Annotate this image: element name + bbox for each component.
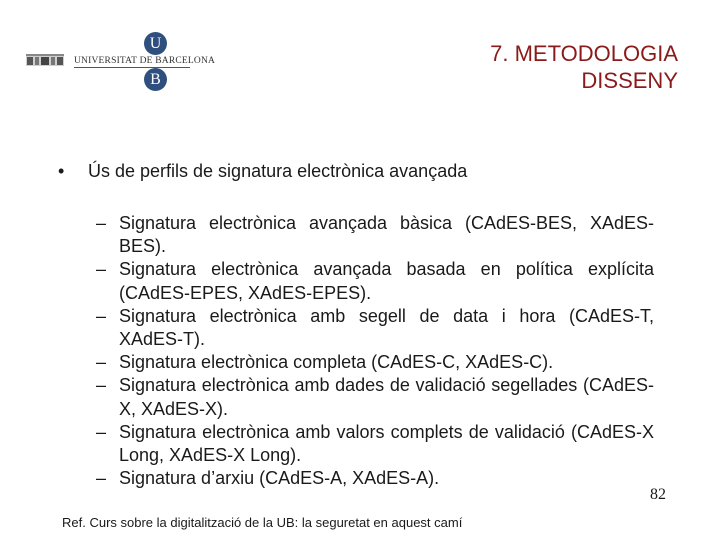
- list-item: [96, 258, 654, 304]
- list-item: [96, 421, 654, 467]
- list-item-text: Signatura electrònica amb dades de validació segellades (CAdES-X, XAdES-X).: [119, 375, 654, 419]
- reference-note: Ref. Curs sobre la digitalització de la UB: la seguretat en aquest camí: [62, 515, 463, 530]
- list-item: [96, 212, 654, 258]
- list-item: [96, 374, 654, 420]
- list-item-text: Signatura electrònica completa (CAdES-C, XAdES-C).: [119, 352, 554, 373]
- list-item-text: Signatura electrònica amb valors complets de validació (CAdES-X Long, XAdES-X Long).: [119, 421, 654, 466]
- list-item: [96, 351, 654, 374]
- dash-icon: –: [96, 375, 107, 396]
- logo-b-icon: B: [144, 68, 167, 91]
- list-item: [96, 467, 654, 490]
- bullet-text: Ús de perfils de signatura electrònica avançada: [88, 161, 468, 181]
- list-item-text: Signatura electrònica avançada bàsica (CAdES-BES, XAdES-BES).: [119, 213, 654, 257]
- crest-icon: [26, 54, 64, 68]
- dash-icon: –: [96, 352, 107, 373]
- logo-u-icon: U: [144, 32, 167, 55]
- title-line-1: 7. METODOLOGIA: [490, 41, 678, 66]
- slide-title: [490, 40, 678, 94]
- list-item-text: Signatura electrònica amb segell de data i hora (CAdES-T, XAdES-T).: [119, 305, 654, 350]
- dash-icon: –: [96, 468, 107, 489]
- dash-icon: –: [96, 421, 107, 442]
- logo-divider: [74, 67, 190, 68]
- title-line-2: DISSENY: [581, 68, 678, 93]
- institution-name: UNIVERSITAT DE BARCELONA: [74, 56, 216, 66]
- sub-list: [96, 212, 654, 490]
- list-item: [96, 305, 654, 351]
- page-number: 82: [650, 486, 666, 503]
- list-item-text: Signatura d’arxiu (CAdES-A, XAdES-A).: [119, 468, 440, 489]
- dash-icon: –: [96, 259, 107, 280]
- list-item-text: Signatura electrònica avançada basada en política explícita (CAdES-EPES, XAdES-EPES).: [119, 259, 654, 303]
- university-logo: [26, 32, 216, 92]
- dash-icon: –: [96, 305, 107, 326]
- bullet-icon: •: [58, 161, 65, 181]
- dash-icon: –: [96, 213, 107, 233]
